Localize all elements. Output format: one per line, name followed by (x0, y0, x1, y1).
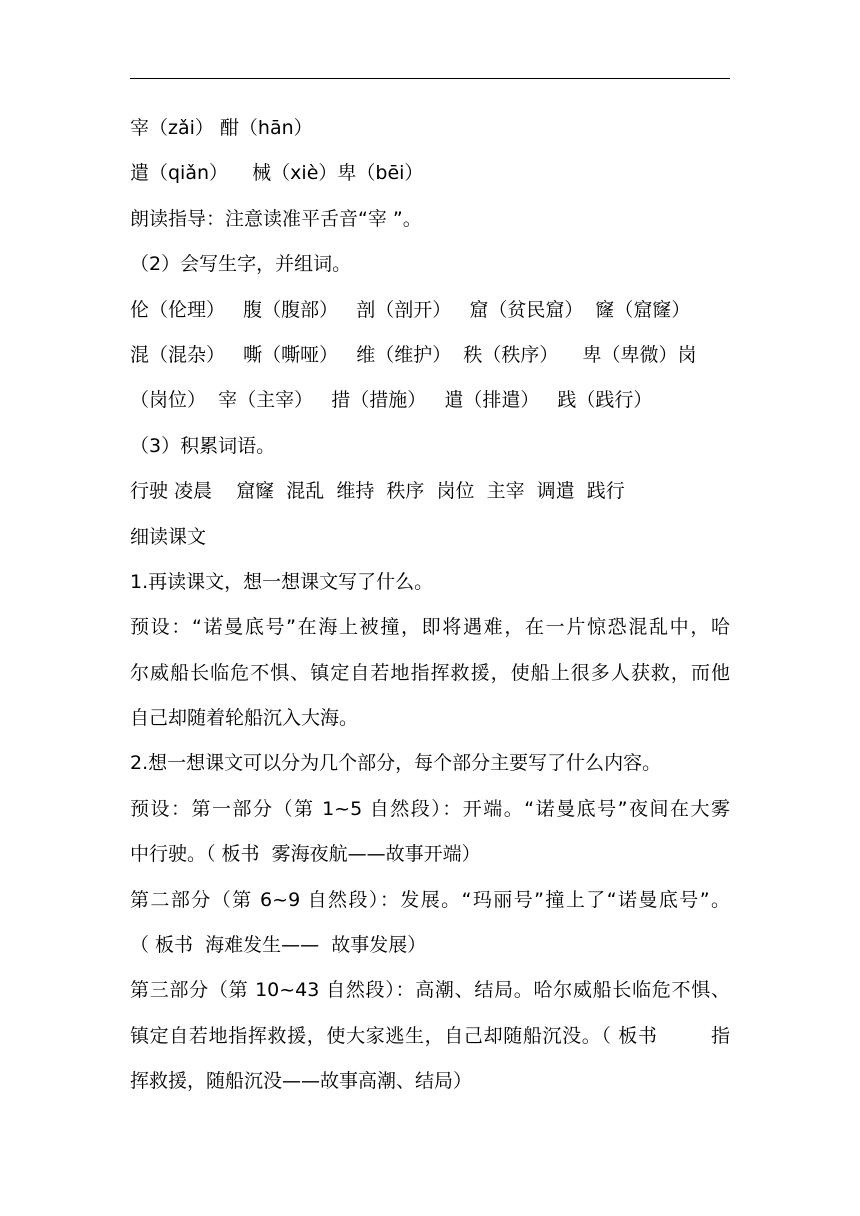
answer-2-part-3-line-1: 第三部分（第 10~43 自然段）：高潮、结局。哈尔威船长临危不惧、 (130, 979, 730, 1002)
answer-2-part-2-line-1: 第二部分（第 6~9 自然段）：发展。“玛丽号”撞上了“诺曼底号”。 (130, 888, 730, 911)
section-heading-write-characters: （2）会写生字，并组词。 (130, 253, 352, 276)
answer-2-part-1-line-1: 预设：第一部分（第 1~5 自然段）：开端。“诺曼底号”夜间在大雾 (130, 797, 730, 820)
section-heading-close-reading: 细读课文 (130, 525, 207, 548)
answer-2-part-3-line-3: 挥救援，随船沉没——故事高潮、结局） (130, 1070, 473, 1093)
vocab-line-2: 混（混杂） 嘶（嘶哑） 维（维护） 秩（秩序） 卑（卑微）岗 (130, 343, 697, 366)
vocab-line-1: 伦（伦理） 腹（腹部） 剖（剖开） 窟（贫民窟） 窿（窟窿） (130, 298, 691, 321)
document-body (130, 106, 730, 1105)
section-heading-accumulate-words: （3）积累词语。 (130, 434, 276, 457)
vocab-line-3: （岗位） 宰（主宰） 措（措施） 遣（排遣） 践（践行） (130, 389, 653, 412)
word-list: 行驶 凌晨 窟窿 混乱 维持 秩序 岗位 主宰 调遣 践行 (130, 480, 625, 503)
answer-2-part-3-line-2: 镇定自若地指挥救援，使大家逃生，自己却随船沉没。（ 板书 指 (130, 1024, 730, 1047)
pinyin-line-2: 遣（qiǎn） 械（xiè）卑（bēi） (130, 162, 424, 185)
answer-2-part-2-line-2: （ 板书 海难发生—— 故事发展） (130, 934, 427, 957)
reading-guidance: 朗读指导：注意读准平舌音“宰 ”。 (130, 207, 422, 230)
question-2: 2.想一想课文可以分为几个部分，每个部分主要写了什么内容。 (130, 752, 662, 775)
answer-1-line-2: 尔威船长临危不惧、镇定自若地指挥救援，使船上很多人获救，而他 (130, 661, 730, 684)
answer-1-line-3: 自己却随着轮船沉入大海。 (130, 707, 359, 730)
question-1: 1.再读课文，想一想课文写了什么。 (130, 570, 434, 593)
answer-1-line-1: 预设：“诺曼底号”在海上被撞，即将遇难，在一片惊恐混乱中，哈 (130, 616, 730, 639)
pinyin-line-1: 宰（zǎi） 酣（hān） (130, 117, 313, 139)
header-rule (130, 78, 730, 79)
answer-2-part-1-line-2: 中行驶。（ 板书 雾海夜航——故事开端） (130, 843, 481, 866)
